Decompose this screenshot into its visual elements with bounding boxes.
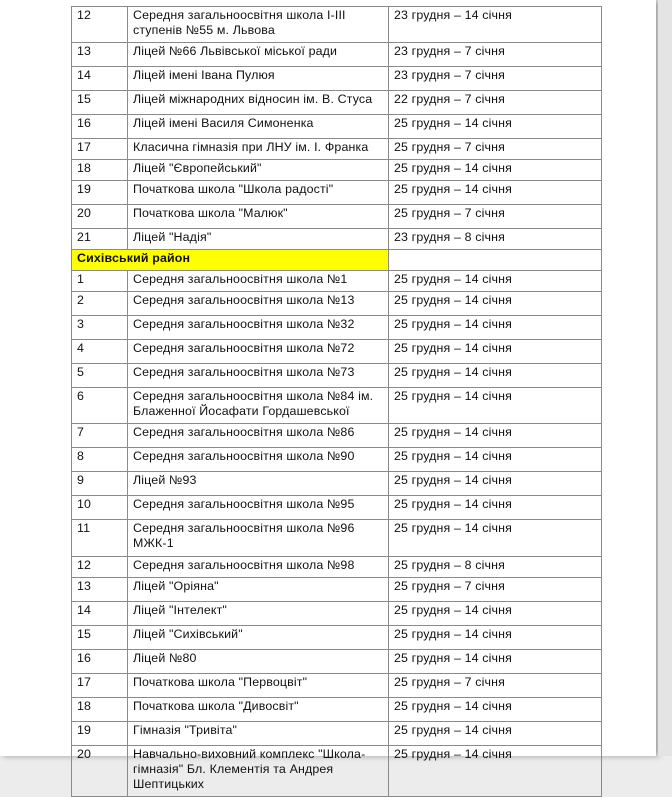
school-name: Початкова школа "Первоцвіт": [128, 674, 389, 698]
vacation-dates: 25 грудня – 14 січня: [389, 650, 602, 674]
school-name: Середня загальноосвітня школа №95: [128, 496, 389, 520]
table-row: [72, 650, 602, 674]
page-gutter: [658, 0, 672, 756]
vacation-dates: 25 грудня – 14 січня: [389, 364, 602, 388]
row-number: 2: [72, 292, 128, 316]
row-number: 11: [72, 520, 128, 557]
school-name: Ліцей імені Івана Пулюя: [128, 67, 389, 91]
row-number: 9: [72, 472, 128, 496]
table-row: [72, 496, 602, 520]
row-number: 5: [72, 364, 128, 388]
vacation-dates: 25 грудня – 14 січня: [389, 340, 602, 364]
table-row: [72, 7, 602, 43]
row-number: 19: [72, 181, 128, 205]
vacation-dates: 25 грудня – 14 січня: [389, 602, 602, 626]
vacation-dates: 25 грудня – 14 січня: [389, 316, 602, 340]
vacation-dates: 25 грудня – 14 січня: [389, 722, 602, 746]
table-row: [72, 722, 602, 746]
row-number: 19: [72, 722, 128, 746]
table-row: [72, 578, 602, 602]
row-number: 7: [72, 424, 128, 448]
row-number: 14: [72, 67, 128, 91]
row-number: 15: [72, 91, 128, 115]
vacation-dates: 25 грудня – 14 січня: [389, 472, 602, 496]
school-name: Ліцей "Сихівський": [128, 626, 389, 650]
vacation-dates: 25 грудня – 14 січня: [389, 181, 602, 205]
vacation-dates: 23 грудня – 8 січня: [389, 229, 602, 250]
vacation-dates: 25 грудня – 14 січня: [389, 160, 602, 181]
row-number: 10: [72, 496, 128, 520]
vacation-dates: 25 грудня – 7 січня: [389, 139, 602, 160]
table-row: [72, 181, 602, 205]
district-empty-cell: [389, 250, 602, 271]
school-name: Середня загальноосвітня школа №73: [128, 364, 389, 388]
table-row: [72, 448, 602, 472]
school-name: Середня загальноосвітня школа №86: [128, 424, 389, 448]
school-name: Середня загальноосвітня школа №98: [128, 557, 389, 578]
table-row: [72, 292, 602, 316]
table-row: [72, 520, 602, 557]
row-number: 18: [72, 698, 128, 722]
vacation-dates: 25 грудня – 7 січня: [389, 578, 602, 602]
table-row: [72, 205, 602, 229]
table-row: [72, 388, 602, 424]
school-name: Ліцей №66 Львівської міської ради: [128, 43, 389, 67]
vacation-dates: 25 грудня – 14 січня: [389, 292, 602, 316]
school-name: Середня загальноосвітня школа І-ІІІ ступенів №55 м. Львова: [128, 7, 389, 43]
school-name: Середня загальноосвітня школа №96 МЖК-1: [128, 520, 389, 557]
vacation-dates: 25 грудня – 14 січня: [389, 388, 602, 424]
vacation-dates: 25 грудня – 14 січня: [389, 496, 602, 520]
school-name: Ліцей імені Василя Симоненка: [128, 115, 389, 139]
row-number: 13: [72, 578, 128, 602]
vacation-dates: 22 грудня – 7 січня: [389, 91, 602, 115]
school-name: Середня загальноосвітня школа №1: [128, 271, 389, 292]
table-row: [72, 139, 602, 160]
vacation-dates: 25 грудня – 14 січня: [389, 746, 602, 797]
district-header-row: [72, 250, 602, 271]
school-name: Середня загальноосвітня школа №72: [128, 340, 389, 364]
row-number: 15: [72, 626, 128, 650]
table-row: [72, 43, 602, 67]
school-name: Середня загальноосвітня школа №84 ім. Блаженної Йосафати Гордашевської: [128, 388, 389, 424]
vacation-dates: 25 грудня – 14 січня: [389, 271, 602, 292]
school-name: Середня загальноосвітня школа №32: [128, 316, 389, 340]
district-label: Сихівський район: [72, 250, 389, 271]
vacation-dates: 25 грудня – 14 січня: [389, 115, 602, 139]
vacation-dates: 25 грудня – 14 січня: [389, 626, 602, 650]
school-name: Початкова школа "Дивосвіт": [128, 698, 389, 722]
vacation-dates: 25 грудня – 14 січня: [389, 520, 602, 557]
table-row: [72, 557, 602, 578]
school-name: Ліцей "Європейський": [128, 160, 389, 181]
row-number: 6: [72, 388, 128, 424]
school-name: Ліцей "Інтелект": [128, 602, 389, 626]
table-row: [72, 340, 602, 364]
table-row: [72, 91, 602, 115]
row-number: 17: [72, 674, 128, 698]
row-number: 8: [72, 448, 128, 472]
table-row: [72, 602, 602, 626]
row-number: 20: [72, 205, 128, 229]
row-number: 16: [72, 115, 128, 139]
table-row: [72, 424, 602, 448]
table-row: [72, 626, 602, 650]
row-number: 17: [72, 139, 128, 160]
vacation-dates: 25 грудня – 14 січня: [389, 698, 602, 722]
table-row: [72, 115, 602, 139]
table-row: [72, 698, 602, 722]
vacation-dates: 25 грудня – 8 січня: [389, 557, 602, 578]
vacation-dates: 25 грудня – 7 січня: [389, 205, 602, 229]
table-row: [72, 160, 602, 181]
row-number: 1: [72, 271, 128, 292]
row-number: 3: [72, 316, 128, 340]
school-name: Ліцей №93: [128, 472, 389, 496]
table-row: [72, 674, 602, 698]
row-number: 4: [72, 340, 128, 364]
school-name: Початкова школа "Малюк": [128, 205, 389, 229]
row-number: 16: [72, 650, 128, 674]
row-number: 18: [72, 160, 128, 181]
table-row: [72, 67, 602, 91]
row-number: 21: [72, 229, 128, 250]
table-row: [72, 364, 602, 388]
table-row: [72, 229, 602, 250]
table-row: [72, 746, 602, 797]
row-number: 12: [72, 557, 128, 578]
vacation-dates: 23 грудня – 7 січня: [389, 67, 602, 91]
vacation-dates: 25 грудня – 14 січня: [389, 424, 602, 448]
row-number: 14: [72, 602, 128, 626]
school-name: Ліцей міжнародних відносин ім. В. Стуса: [128, 91, 389, 115]
school-name: Ліцей "Надія": [128, 229, 389, 250]
row-number: 13: [72, 43, 128, 67]
vacation-dates: 23 грудня – 7 січня: [389, 43, 602, 67]
school-name: Навчально-виховний комплекс "Школа-гімназія" Бл. Клементія та Андрея Шептицьких: [128, 746, 389, 797]
school-name: Середня загальноосвітня школа №90: [128, 448, 389, 472]
school-name: Середня загальноосвітня школа №13: [128, 292, 389, 316]
vacation-dates: 25 грудня – 7 січня: [389, 674, 602, 698]
school-name: Ліцей "Оріяна": [128, 578, 389, 602]
table-row: [72, 472, 602, 496]
school-name: Початкова школа "Школа радості": [128, 181, 389, 205]
school-name: Класична гімназія при ЛНУ ім. І. Франка: [128, 139, 389, 160]
row-number: 20: [72, 746, 128, 797]
school-name: Гімназія "Тривіта": [128, 722, 389, 746]
schools-table: [71, 6, 602, 797]
vacation-dates: 23 грудня – 14 січня: [389, 7, 602, 43]
row-number: 12: [72, 7, 128, 43]
table-row: [72, 271, 602, 292]
vacation-dates: 25 грудня – 14 січня: [389, 448, 602, 472]
table-row: [72, 316, 602, 340]
school-name: Ліцей №80: [128, 650, 389, 674]
